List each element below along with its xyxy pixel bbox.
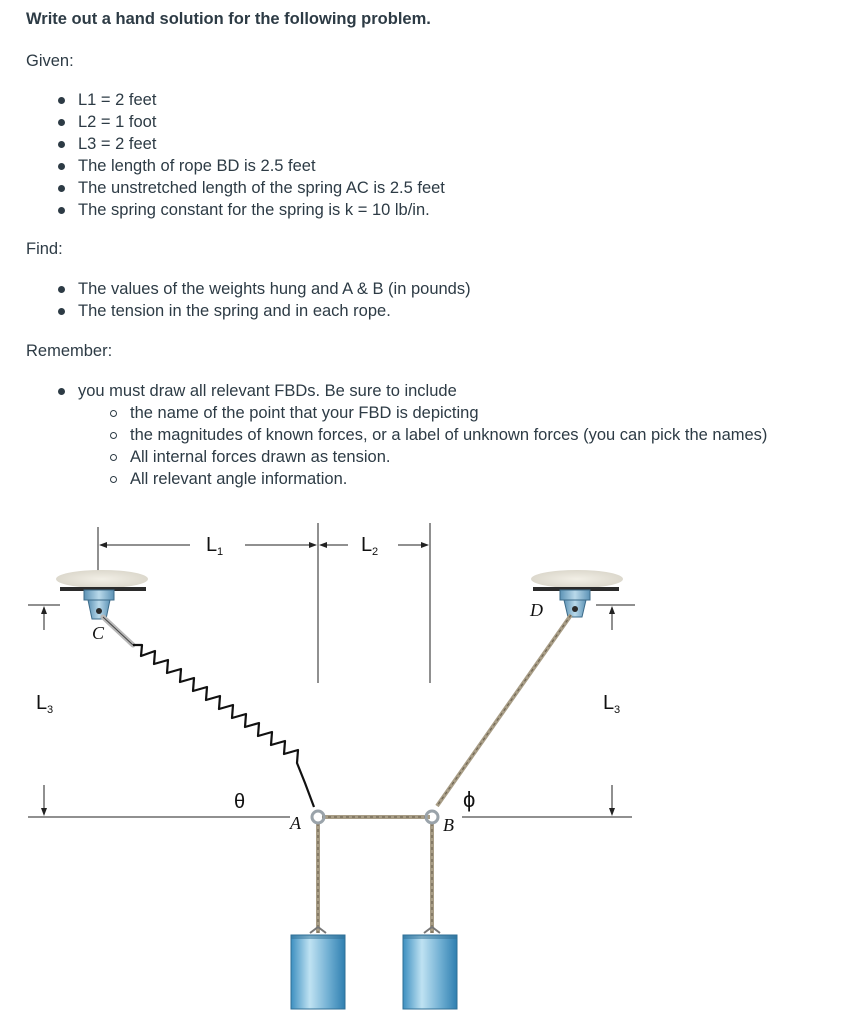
- dimension-l1-l2: [98, 523, 430, 683]
- given-label: Given:: [26, 52, 74, 70]
- label-angle-phi: ϕ: [463, 787, 476, 812]
- remember-item-text: you must draw all relevant FBDs. Be sure to include: [78, 382, 457, 400]
- remember-subitem: All relevant angle information.: [78, 468, 830, 490]
- label-point-d: D: [530, 600, 543, 620]
- find-item: The values of the weights hung and A & B (in pounds): [0, 278, 471, 300]
- dimension-l3-left: [28, 605, 290, 817]
- dim-l2-sub: 2: [372, 546, 379, 558]
- label-point-a: A: [290, 813, 301, 833]
- remember-subitem: All internal forces drawn as tension.: [78, 446, 830, 468]
- dim-l2-label: L: [361, 534, 373, 556]
- find-item: The tension in the spring and in each rope.: [0, 300, 471, 322]
- given-item: L2 = 1 foot: [0, 111, 445, 133]
- given-item: L1 = 2 feet: [0, 89, 445, 111]
- spring-rope-diagram: [0, 515, 855, 1024]
- dim-l3-left-sub: 3: [47, 704, 54, 716]
- given-item: The spring constant for the spring is k = 10 lb/in.: [0, 199, 445, 221]
- find-label: Find:: [26, 240, 63, 258]
- given-list: [0, 89, 445, 221]
- dim-l1-label: L: [206, 534, 218, 556]
- problem-title: Write out a hand solution for the following problem.: [26, 10, 431, 28]
- dim-l3-left-label: L: [36, 692, 48, 714]
- given-item: The unstretched length of the spring AC is 2.5 feet: [0, 177, 445, 199]
- given-item: L3 = 2 feet: [0, 133, 445, 155]
- weight-a: [291, 927, 345, 1009]
- remember-item: [0, 380, 830, 490]
- dim-l3-right-label: L: [603, 692, 615, 714]
- problem-figure: [0, 515, 855, 1024]
- remember-label: Remember:: [26, 342, 113, 360]
- right-ceiling-support: [531, 570, 623, 617]
- spring-ca: [103, 617, 314, 807]
- remember-list: [0, 380, 830, 490]
- remember-subitem: the magnitudes of known forces, or a label of unknown forces (you can pick the names): [78, 424, 830, 446]
- find-list: [0, 278, 471, 322]
- label-point-b: B: [443, 815, 454, 835]
- given-item: The length of rope BD is 2.5 feet: [0, 155, 445, 177]
- remember-sublist: [78, 402, 830, 490]
- weight-b: [403, 927, 457, 1009]
- label-angle-theta: θ: [234, 791, 246, 813]
- dim-l3-right-sub: 3: [614, 704, 621, 716]
- remember-subitem: the name of the point that your FBD is depicting: [78, 402, 830, 424]
- rope-bd: [437, 615, 571, 806]
- left-ceiling-support: [56, 570, 148, 619]
- label-point-c: C: [92, 623, 105, 643]
- dim-l1-sub: 1: [217, 546, 224, 558]
